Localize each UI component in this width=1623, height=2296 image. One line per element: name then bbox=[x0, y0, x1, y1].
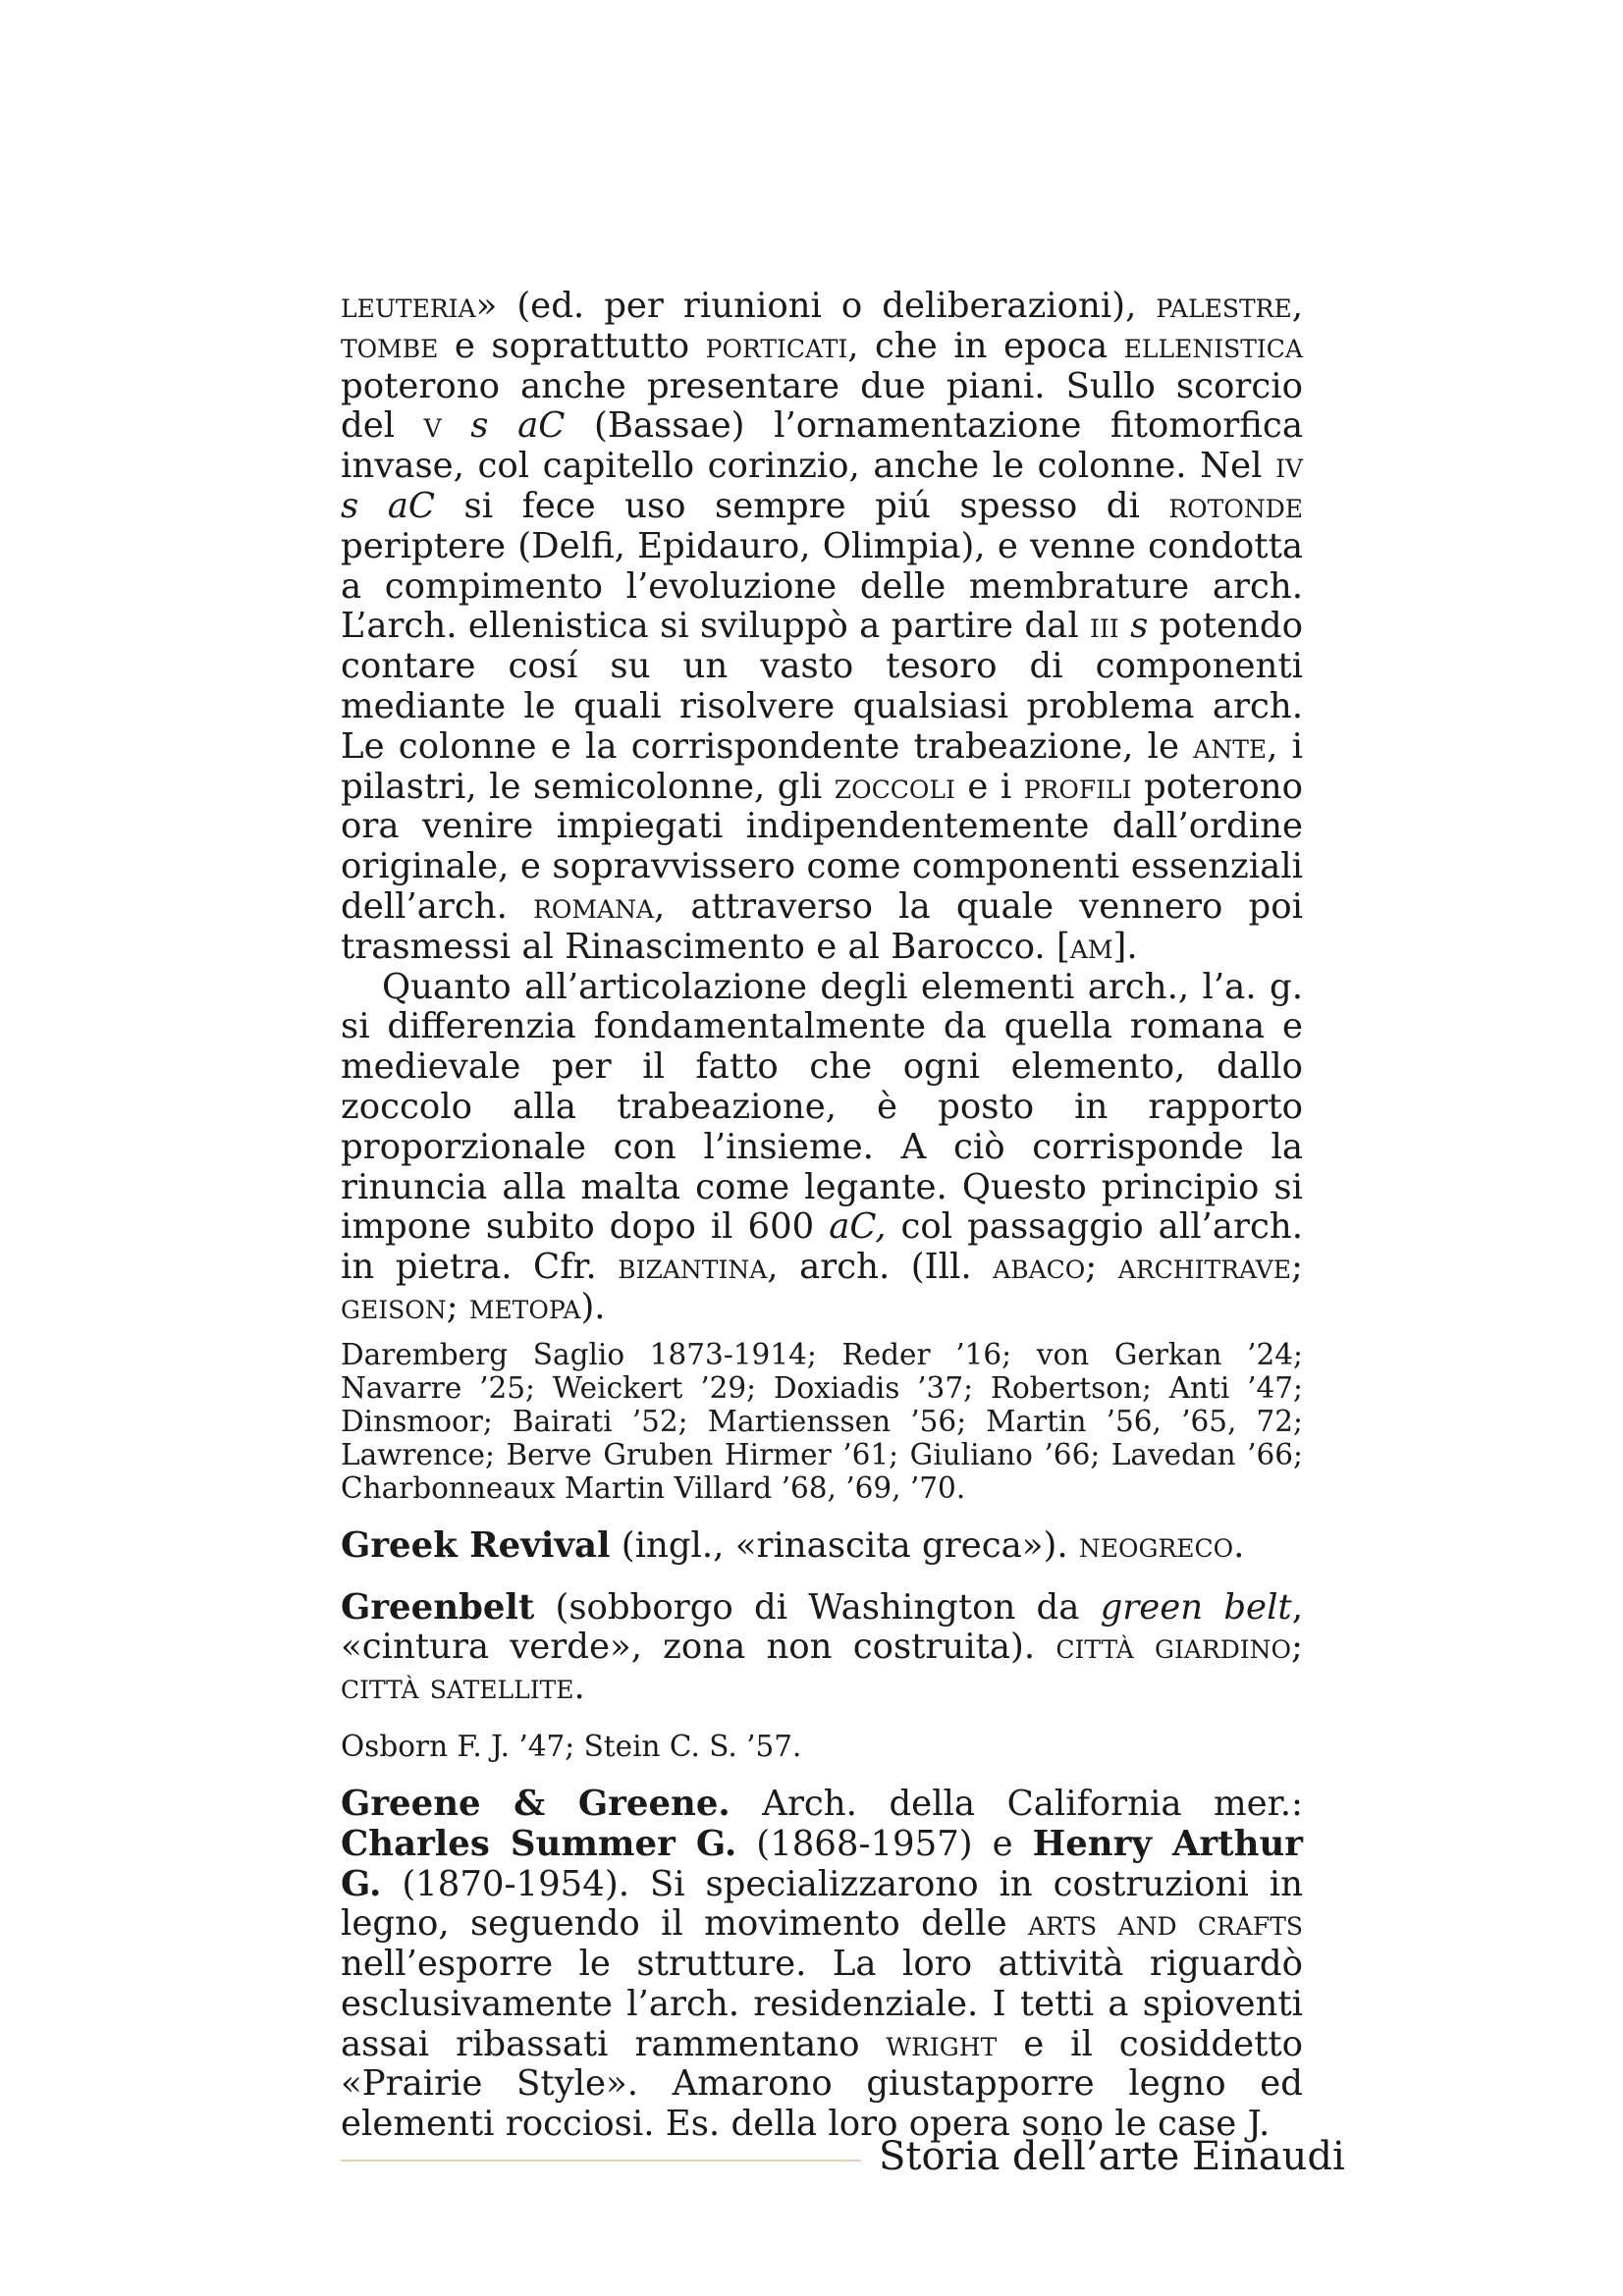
bibliography-architecture: Daremberg Saglio 1873-1914; Reder ’16; von Gerkan ’24; Navarre ’25; Weickert ’29; Doxiadis ’37; Robertson; Anti ’47; Dinsmoor; Bairati ’52; Martienssen ’56; Martin ’56, ’65, 72; Lawrence; Berve Gruben Hirmer ’61; Giuliano ’66; Lavedan ’66; Charbonneaux Martin Villard ’68, ’69, ’70. bbox=[341, 1337, 1303, 1505]
entry-term: Greene & Greene. bbox=[341, 1783, 730, 1824]
century-numeral: iv bbox=[1275, 446, 1303, 487]
cross-ref: zoccoli bbox=[834, 766, 955, 807]
entry-greek-revival bbox=[341, 1526, 1303, 1567]
text-run: , arch. (Ill. bbox=[767, 1247, 994, 1288]
text-run: , bbox=[1291, 286, 1303, 326]
paragraph-architecture-continuation bbox=[341, 287, 1303, 968]
cross-ref: porticati bbox=[705, 325, 848, 366]
entry-greene-and-greene bbox=[341, 1785, 1303, 2145]
cross-ref: palestre bbox=[1156, 286, 1292, 326]
person-name: Henry Arthur G. bbox=[341, 1823, 1303, 1904]
cross-ref: rotonde bbox=[1168, 485, 1303, 526]
text-run: , che in epoca bbox=[847, 325, 1124, 366]
text-run: poterono ora venire impiegati indipendentemente dall’ordine originale, e sopravvissero come componenti essenziali dell’arch. bbox=[341, 766, 1303, 927]
text-run: , attraverso la quale vennero poi trasmessi al Rinascimento e al Barocco. [ bbox=[341, 885, 1303, 967]
text-run: (1870-1954). Si specializzarono in costruzioni in legno, seguendo il movimento delle bbox=[341, 1863, 1303, 1945]
cross-ref: leuteria bbox=[341, 286, 476, 326]
cross-ref: romana bbox=[533, 885, 654, 927]
text-run: (Bassae) l’ornamentazione fitomorfica invase, col capitello corinzio, anche le colonne. Nel bbox=[341, 405, 1303, 487]
date-abbrev: aC, bbox=[829, 1206, 887, 1248]
person-name: Charles Summer G. bbox=[341, 1823, 737, 1864]
text-run: ). bbox=[580, 1286, 606, 1327]
text-run: poterono anche presentare due piani. Sullo scorcio del bbox=[341, 365, 1303, 447]
text-run: Arch. della California mer.: bbox=[730, 1783, 1303, 1824]
entry-term: Greenbelt bbox=[341, 1586, 535, 1628]
cross-ref: ellenistica bbox=[1123, 325, 1303, 366]
footer-rule bbox=[341, 2160, 861, 2162]
century-numeral: v bbox=[423, 405, 442, 447]
century-numeral: iii bbox=[1090, 606, 1119, 647]
text-run: nell’esporre le strutture. La loro attività riguardò esclusivamente l’arch. residenziale. I tetti a spioventi assai ribassati rammentano bbox=[341, 1944, 1303, 2064]
text-run bbox=[1119, 606, 1130, 646]
text-run: potendo contare cosí su un vasto tesoro di componenti mediante le quali risolvere qualsiasi problema arch. Le colonne e la corrispondente trabeazione, le bbox=[341, 606, 1303, 767]
date-abbrev: s bbox=[1130, 606, 1149, 647]
text-run: periptere (Delfi, Epidauro, Olimpia), e venne condotta a compimento l’evoluzione delle membrature arch. L’arch. ellenistica si sviluppò a partire dal bbox=[341, 525, 1303, 647]
main-text-column bbox=[341, 287, 1303, 2145]
text-run: e il cosiddetto «Prairie Style». Amarono giustapporre legno ed elementi rocciosi. Es. della loro opera sono le case J. bbox=[341, 2023, 1304, 2145]
text-run: (ingl., «rinascita greca»). bbox=[610, 1524, 1079, 1566]
text-run: , «cintura verde», zona non costruita). bbox=[341, 1586, 1303, 1668]
text-run: (sobborgo di Washington da bbox=[534, 1586, 1101, 1628]
footer-publisher: Storia dell’arte Einaudi bbox=[879, 2134, 1345, 2179]
text-run: Quanto all’articolazione degli elementi arch., l’a. g. si differenzia fondamentalmente da quella romana e medievale per il fatto che ogni elemento, dallo zoccolo alla trabeazione, è posto in rapporto proporzionale con l’insieme. A ciò corrisponde la rinuncia alla malta come legante. Questo principio si impone subito dopo il 600 bbox=[341, 966, 1303, 1248]
cross-ref: wright bbox=[886, 2023, 998, 2064]
text-run: col passaggio all’arch. in pietra. Cfr. bbox=[341, 1206, 1304, 1288]
cross-ref: arts and crafts bbox=[1027, 1903, 1304, 1945]
text-run bbox=[442, 405, 471, 446]
paragraph-articulation bbox=[341, 968, 1303, 1328]
cross-ref: abaco; architrave; geison; metopa bbox=[341, 1247, 1304, 1327]
cross-ref: tombe bbox=[341, 325, 439, 366]
text-run: , i pilastri, le semicolonne, gli bbox=[341, 725, 1303, 807]
entry-greenbelt bbox=[341, 1588, 1303, 1708]
text-run: (1868-1957) e bbox=[736, 1823, 1033, 1864]
cross-ref: neogreco. bbox=[1078, 1524, 1245, 1566]
date-abbrev: s aC bbox=[470, 405, 566, 447]
text-run: e i bbox=[954, 766, 1024, 807]
text-run: » (ed. per riunioni o deliberazioni), bbox=[475, 286, 1157, 326]
text-run: ]. bbox=[1112, 926, 1138, 967]
text-run: e soprattutto bbox=[438, 325, 706, 366]
italic-term: green belt bbox=[1100, 1586, 1292, 1628]
cross-ref: ante bbox=[1193, 725, 1268, 767]
date-abbrev: s aC bbox=[341, 485, 436, 526]
cross-ref: profili bbox=[1023, 766, 1132, 807]
cross-ref: bizantina bbox=[618, 1247, 768, 1288]
bibliography-greenbelt: Osborn F. J. ’47; Stein C. S. ’57. bbox=[341, 1729, 802, 1763]
author-initials: am bbox=[1069, 926, 1113, 967]
cross-ref: città giardino; città satellite. bbox=[341, 1627, 1303, 1708]
entry-term: Greek Revival bbox=[341, 1524, 611, 1566]
text-run: si fece uso sempre piú spesso di bbox=[435, 485, 1169, 526]
